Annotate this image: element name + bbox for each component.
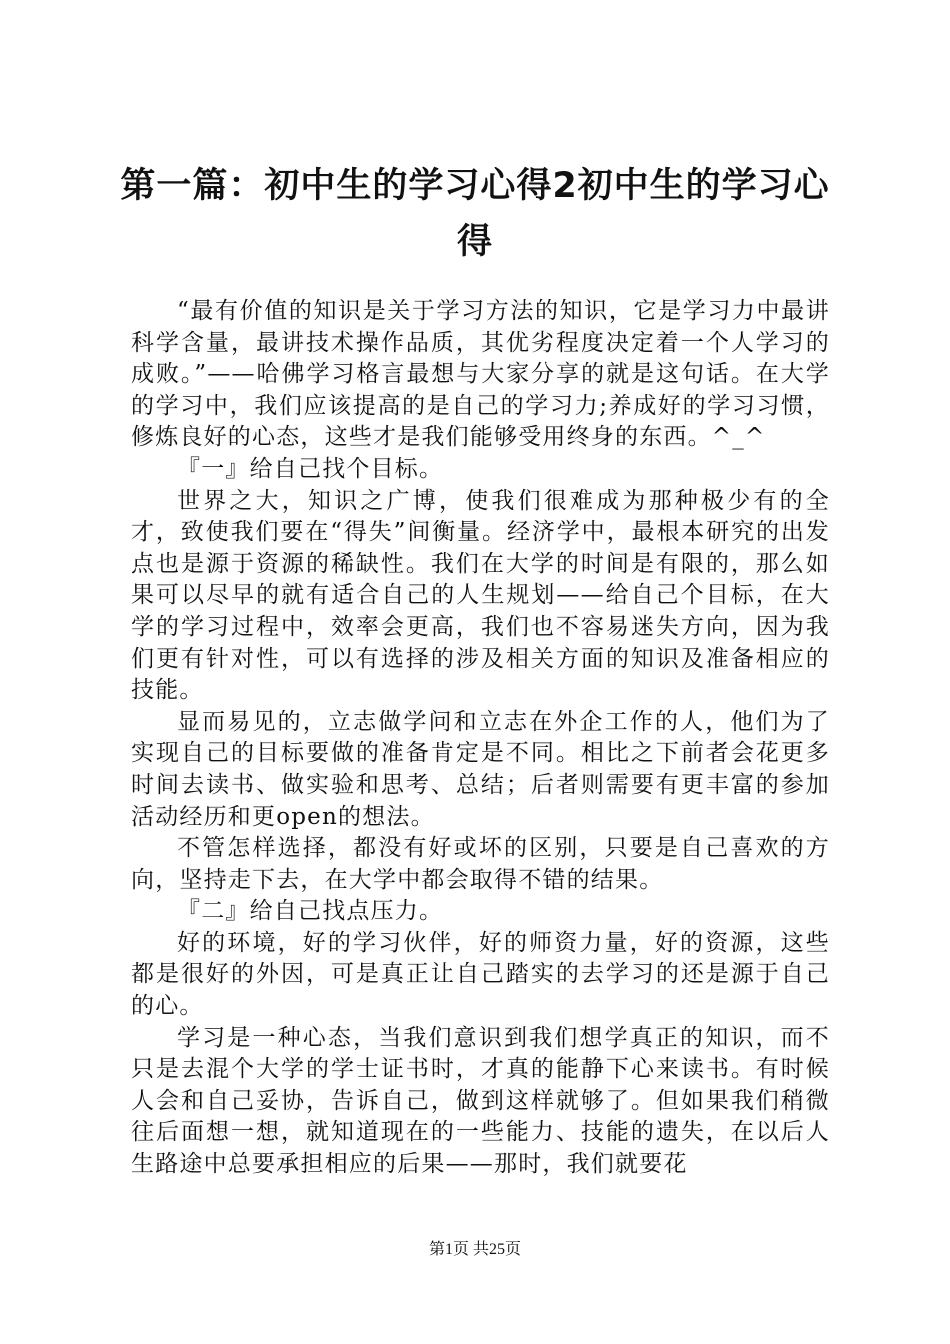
page-number: 第1页 共25页 xyxy=(428,1241,521,1258)
paragraph-mindset: 学习是一种心态，当我们意识到我们想学真正的知识，而不只是去混个大学的学士证书时，才真的能静下心来读书。有时候人会和自己妥协，告诉自己，做到这样就够了。但如果我们稍微往后面想一想，就知道现在的一些能力、技能的遗失，在以后人生路途中总要承担相应的后果——那时，我们就要花 xyxy=(131,1024,830,1178)
section-heading-1: 『一』给自己找个目标。 xyxy=(177,455,444,482)
paragraph-environment: 好的环境，好的学习伙伴，好的师资力量，好的资源，这些都是很好的外因，可是真正让自己踏实的去学习的还是源于自己的心。 xyxy=(131,929,830,1020)
paragraph-comparison: 显而易见的，立志做学问和立志在外企工作的人，他们为了实现自己的目标要做的准备肯定是不同。相比之下前者会花更多时间去读书、做实验和思考、总结；后者则需要有更丰富的参加活动经历和更open的想法。 xyxy=(131,708,830,830)
section-heading-2: 『二』给自己找点压力。 xyxy=(177,898,444,925)
document-body xyxy=(131,296,830,1181)
document-title: 第一篇：初中生的学习心得2初中生的学习心得 xyxy=(120,166,830,262)
paragraph-goal: 世界之大，知识之广博，使我们很难成为那种极少有的全才，致使我们要在“得失”间衡量。经济学中，最根本研究的出发点也是源于资源的稀缺性。我们在大学的时间是有限的，那么如果可以尽早的就有适合自己的人生规划——给自己个目标，在大学的学习过程中，效率会更高，我们也不容易迷失方向，因为我们更有针对性，可以有选择的涉及相关方面的知识及准备相应的技能。 xyxy=(131,487,830,704)
paragraph-choice: 不管怎样选择，都没有好或坏的区别，只要是自己喜欢的方向，坚持走下去，在大学中都会取得不错的结果。 xyxy=(131,835,830,893)
paragraph-intro: “最有价值的知识是关于学习方法的知识，它是学习力中最讲科学含量，最讲技术操作品质，其优劣程度决定着一个人学习的成败。”——哈佛学习格言最想与大家分享的就是这句话。在大学的学习中，我们应该提高的是自己的学习力;养成好的学习习惯，修炼良好的心态，这些才是我们能够受用终身的东西。^_^ xyxy=(131,298,830,451)
